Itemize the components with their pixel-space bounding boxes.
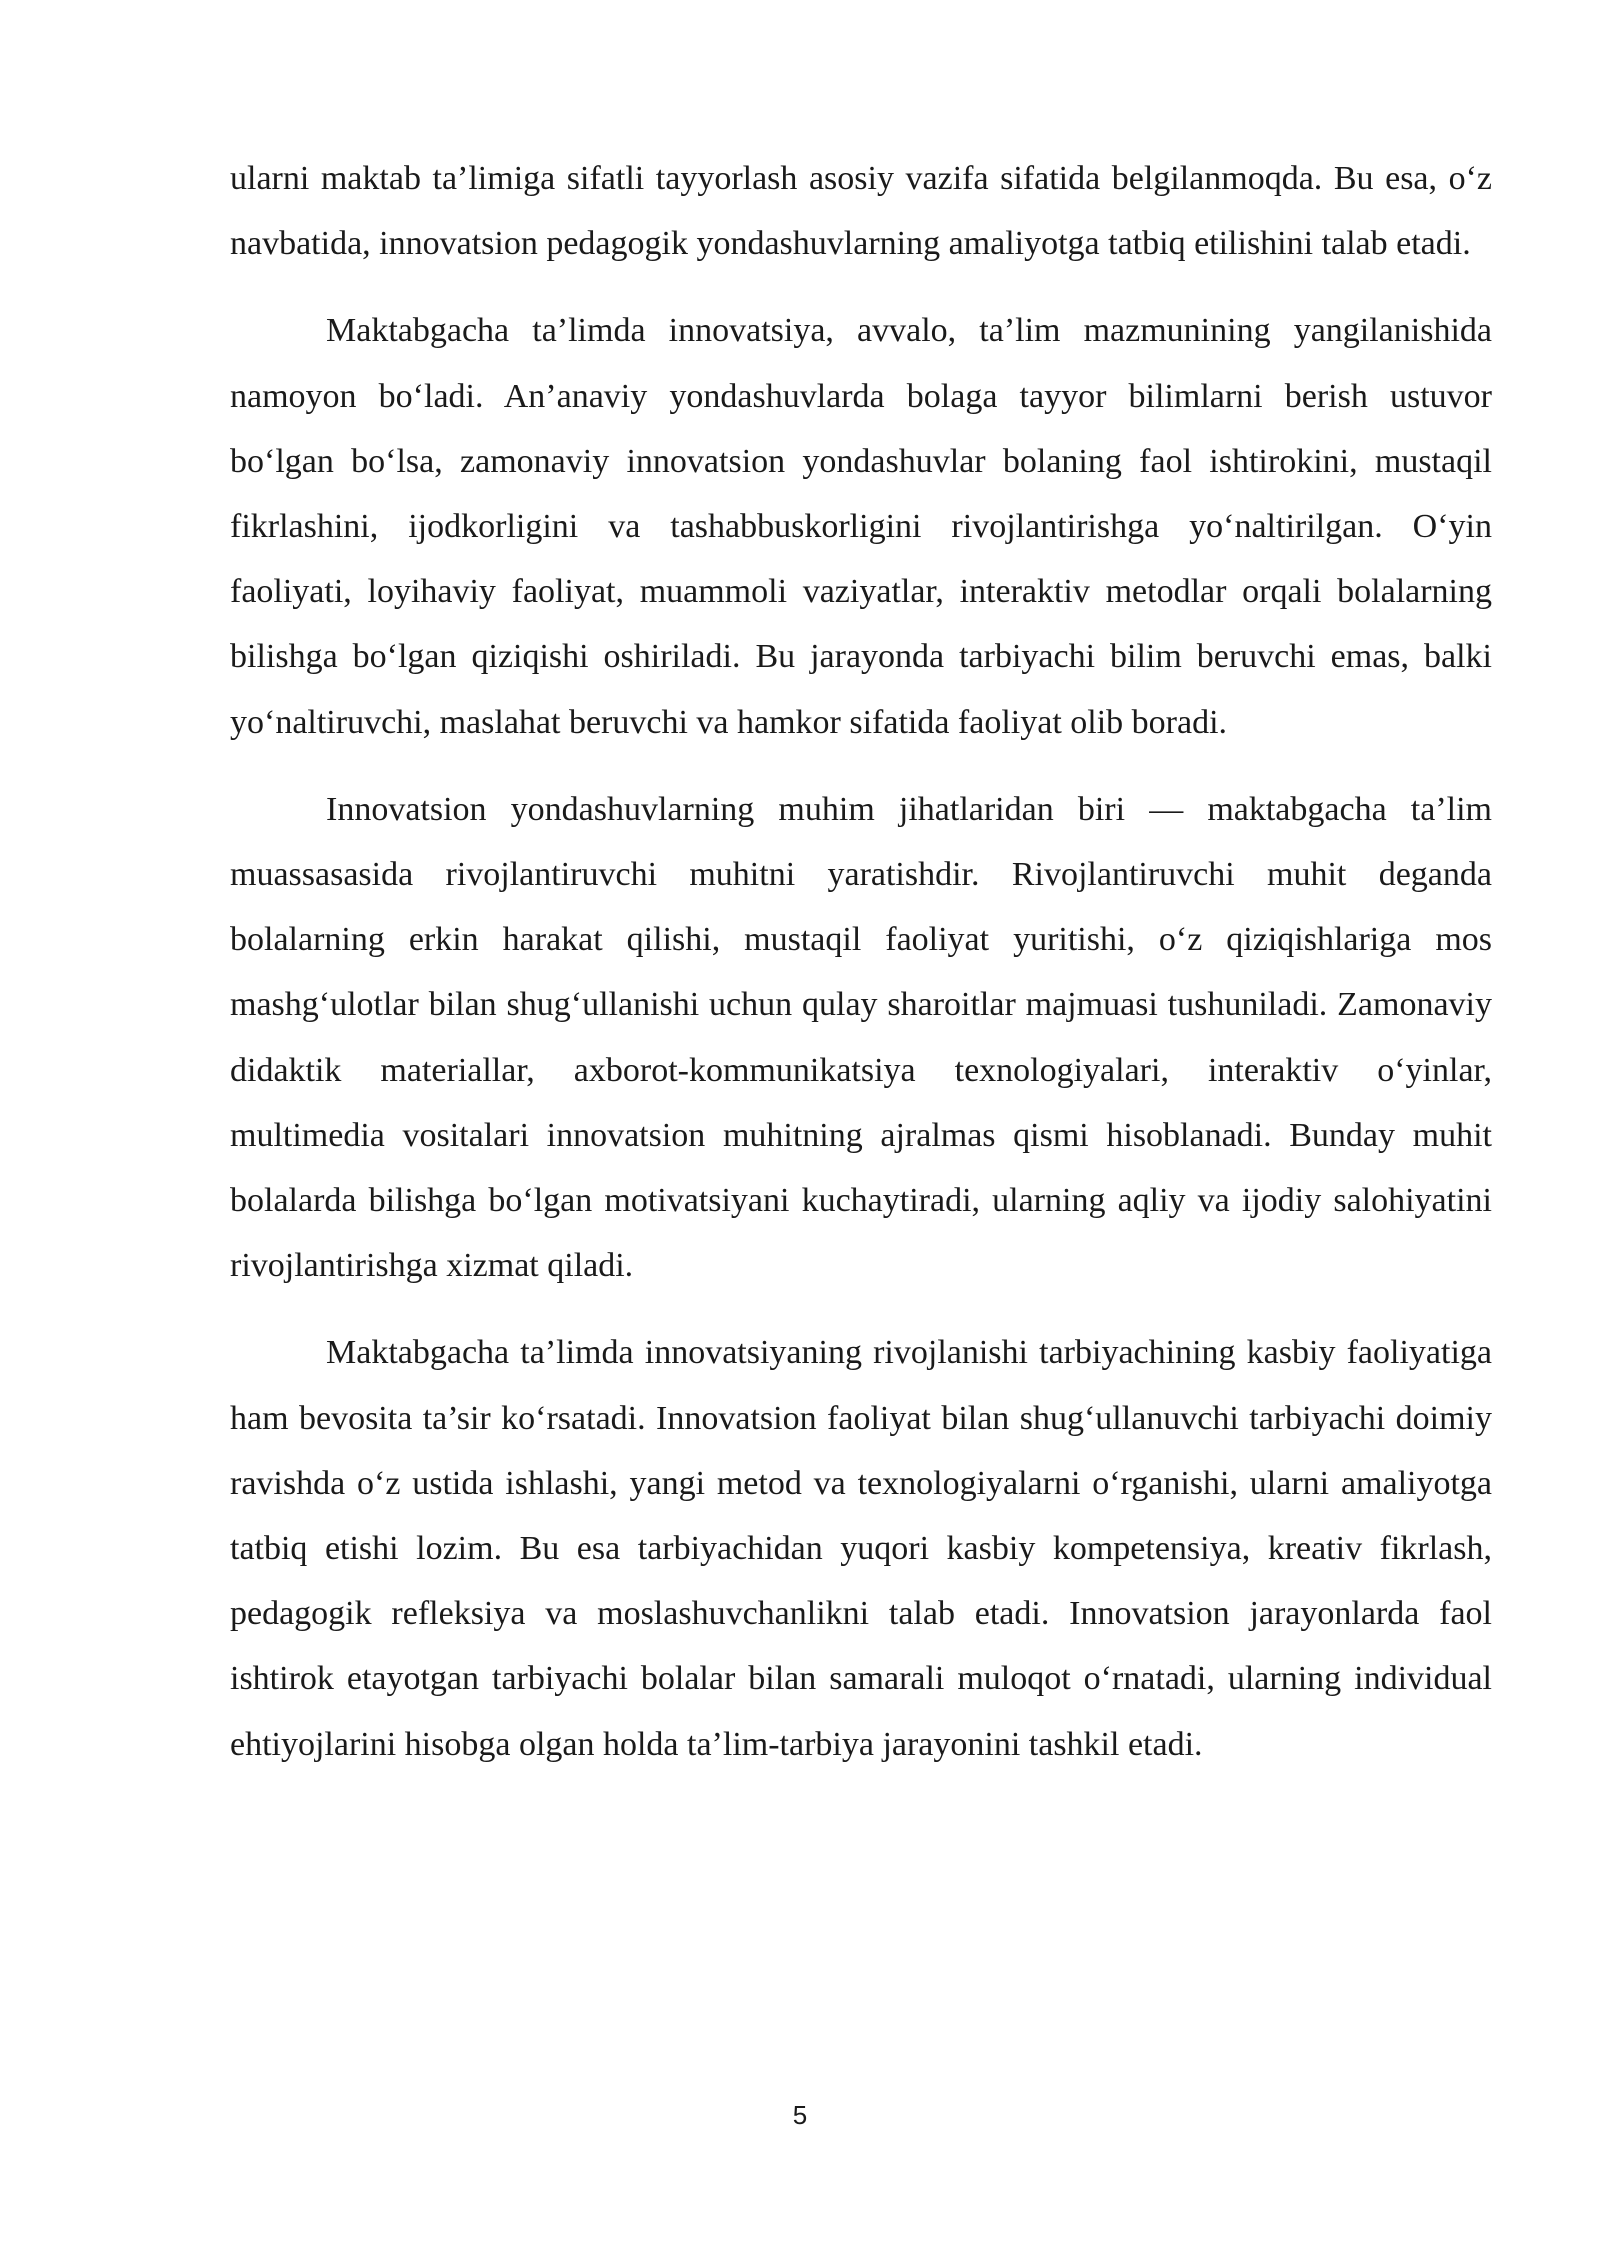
paragraph-1: ularni maktab ta’limiga sifatli tayyorlash asosiy vazifa sifatida belgilanmoqda. Bu esa, o‘z navbatida, innovatsion pedagogik yondashuvlarning amaliyotga tatbiq etilishini talab etadi. xyxy=(230,160,1492,263)
page-number: 5 xyxy=(792,2100,808,2130)
page-body xyxy=(230,146,1492,1799)
paragraph-4: Maktabgacha ta’limda innovatsiyaning rivojlanishi tarbiyachining kasbiy faoliyatiga ham bevosita ta’sir ko‘rsatadi. Innovatsion faoliyat bilan shug‘ullanuvchi tarbiyachi doimiy ravishda o‘z ustida ishlashi, yangi metod va texnologiyalarni o‘rganishi, ularni amaliyotga tatbiq etishi lozim. Bu esa tarbiyachidan yuqori kasbiy kompetensiya, kreativ fikrlash, pedagogik refleksiya va moslashuvchanlikni talab etadi. Innovatsion jarayonlarda faol ishtirok etayotgan tarbiyachi bolalar bilan samarali muloqot o‘rnatadi, ularning individual ehtiyojlarini hisobga olgan holda ta’lim-tarbiya jarayonini tashkil etadi. xyxy=(230,1334,1492,1763)
paragraph-3: Innovatsion yondashuvlarning muhim jihatlaridan biri — maktabgacha ta’lim muassasasida rivojlantiruvchi muhitni yaratishdir. Rivojlantiruvchi muhit deganda bolalarning erkin harakat qilishi, mustaqil faoliyat yuritishi, o‘z qiziqishlariga mos mashg‘ulotlar bilan shug‘ullanishi uchun qulay sharoitlar majmuasi tushuniladi. Zamonaviy didaktik materiallar, axborot-kommunikatsiya texnologiyalari, interaktiv o‘yinlar, multimedia vositalari innovatsion muhitning ajralmas qismi hisoblanadi. Bunday muhit bolalarda bilishga bo‘lgan motivatsiyani kuchaytiradi, ularning aqliy va ijodiy salohiyatini rivojlantirishga xizmat qiladi. xyxy=(230,790,1492,1285)
paragraph-2: Maktabgacha ta’limda innovatsiya, avvalo, ta’lim mazmunining yangilanishida namoyon bo‘ladi. An’anaviy yondashuvlarda bolaga tayyor bilimlarni berish ustuvor bo‘lgan bo‘lsa, zamonaviy innovatsion yondashuvlar bolaning faol ishtirokini, mustaqil fikrlashini, ijodkorligini va tashabbuskorligini rivojlantirishga yo‘naltirilgan. O‘yin faoliyati, loyihaviy faoliyat, muammoli vaziyatlar, interaktiv metodlar orqali bolalarning bilishga bo‘lgan qiziqishi oshiriladi. Bu jarayonda tarbiyachi bilim beruvchi emas, balki yo‘naltiruvchi, maslahat beruvchi va hamkor sifatida faoliyat olib boradi. xyxy=(230,312,1492,741)
